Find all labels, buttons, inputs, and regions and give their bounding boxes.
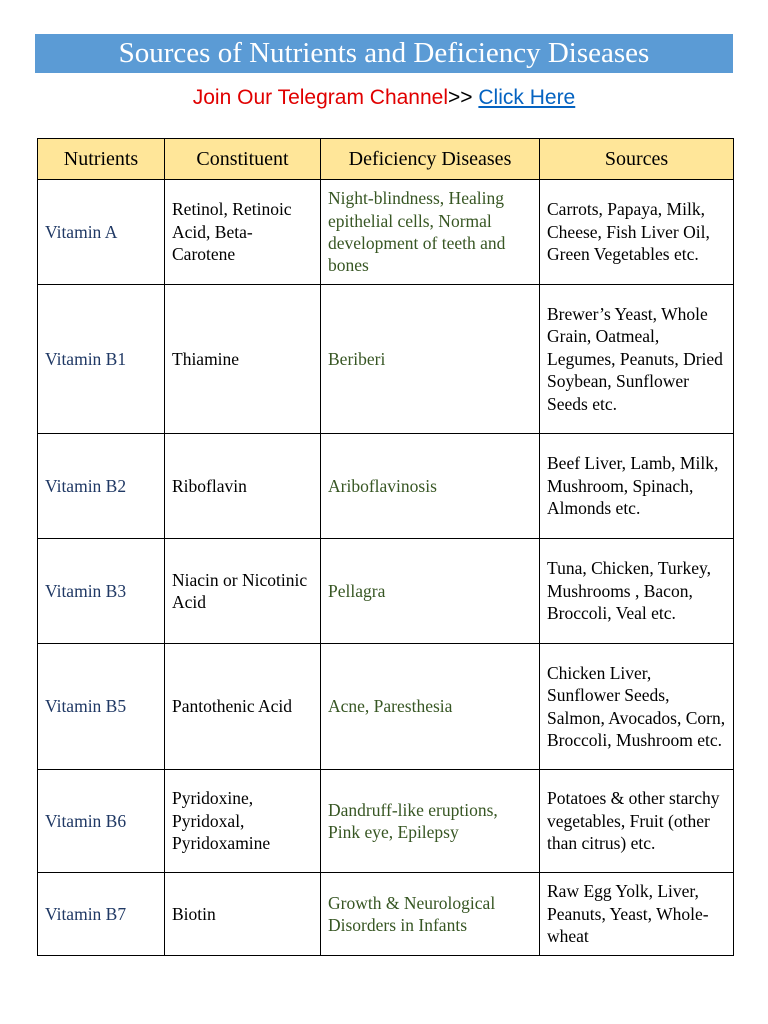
table-row: [38, 770, 734, 873]
constituent-cell: Riboflavin: [165, 434, 321, 539]
sources-cell: Beef Liver, Lamb, Milk, Mushroom, Spinach, Almonds etc.: [540, 434, 734, 539]
telegram-prompt: Join Our Telegram Channel: [192, 86, 449, 109]
telegram-banner: [0, 84, 768, 112]
sources-cell: Potatoes & other starchy vegetables, Fruit (other than citrus) etc.: [540, 770, 734, 873]
nutrient-cell: Vitamin B7: [38, 873, 165, 956]
nutrient-cell: Vitamin B3: [38, 539, 165, 644]
header-nutrients: Nutrients: [38, 139, 165, 180]
sources-cell: Brewer’s Yeast, Whole Grain, Oatmeal, Legumes, Peanuts, Dried Soybean, Sunflower Seeds etc.: [540, 285, 734, 434]
nutrient-cell: Vitamin B6: [38, 770, 165, 873]
table-row: [38, 644, 734, 770]
nutrient-cell: Vitamin B1: [38, 285, 165, 434]
table-row: [38, 434, 734, 539]
deficiency-cell: Beriberi: [321, 285, 540, 434]
table-row: [38, 285, 734, 434]
click-here-link[interactable]: Click Here: [478, 86, 576, 109]
table-row: [38, 873, 734, 956]
constituent-cell: Pantothenic Acid: [165, 644, 321, 770]
nutrient-cell: Vitamin A: [38, 180, 165, 285]
telegram-arrows: >>: [448, 86, 473, 109]
nutrient-cell: Vitamin B5: [38, 644, 165, 770]
deficiency-cell: Ariboflavinosis: [321, 434, 540, 539]
deficiency-cell: Pellagra: [321, 539, 540, 644]
constituent-cell: Biotin: [165, 873, 321, 956]
deficiency-cell: Night-blindness, Healing epithelial cells, Normal development of teeth and bones: [321, 180, 540, 285]
constituent-cell: Niacin or Nicotinic Acid: [165, 539, 321, 644]
sources-cell: Tuna, Chicken, Turkey, Mushrooms , Bacon, Broccoli, Veal etc.: [540, 539, 734, 644]
header-sources: Sources: [540, 139, 734, 180]
constituent-cell: Thiamine: [165, 285, 321, 434]
nutrients-table: [37, 138, 734, 956]
header-deficiency-diseases: Deficiency Diseases: [321, 139, 540, 180]
deficiency-cell: Growth & Neurological Disorders in Infants: [321, 873, 540, 956]
header-constituent: Constituent: [165, 139, 321, 180]
nutrient-cell: Vitamin B2: [38, 434, 165, 539]
sources-cell: Carrots, Papaya, Milk, Cheese, Fish Liver Oil, Green Vegetables etc.: [540, 180, 734, 285]
sources-cell: Chicken Liver, Sunflower Seeds, Salmon, Avocados, Corn, Broccoli, Mushroom etc.: [540, 644, 734, 770]
deficiency-cell: Acne, Paresthesia: [321, 644, 540, 770]
table-header-row: [38, 139, 734, 180]
sources-cell: Raw Egg Yolk, Liver, Peanuts, Yeast, Whole-wheat: [540, 873, 734, 956]
deficiency-cell: Dandruff-like eruptions, Pink eye, Epilepsy: [321, 770, 540, 873]
table-row: [38, 539, 734, 644]
page-title: Sources of Nutrients and Deficiency Diseases: [35, 34, 733, 73]
table-row: [38, 180, 734, 285]
constituent-cell: Retinol, Retinoic Acid, Beta-Carotene: [165, 180, 321, 285]
constituent-cell: Pyridoxine, Pyridoxal, Pyridoxamine: [165, 770, 321, 873]
